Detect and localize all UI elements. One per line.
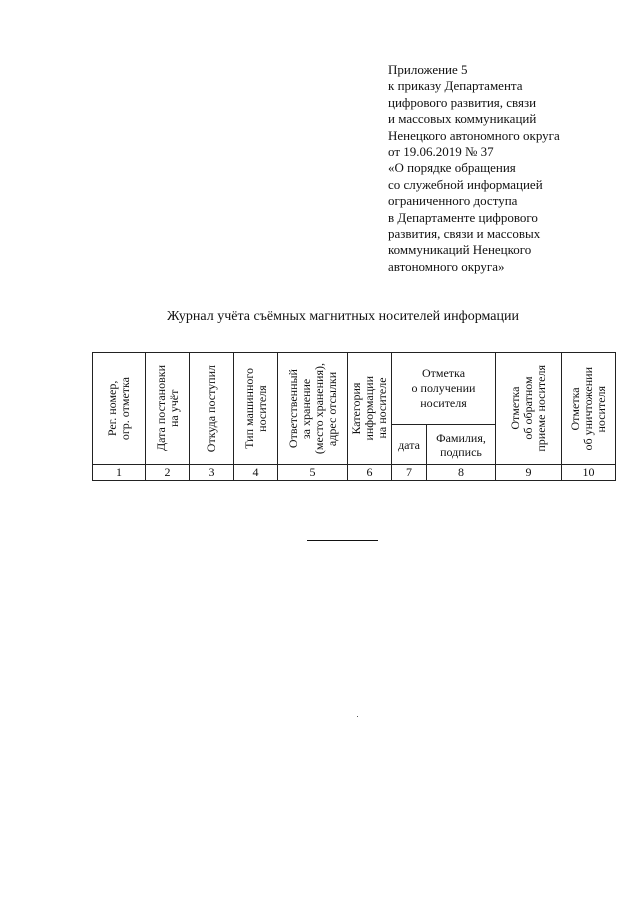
header-info-category: Категория информации на носителе <box>348 353 392 465</box>
appendix-line: автономного округа» <box>388 258 505 274</box>
appendix-line: развития, связи и массовых <box>388 226 541 242</box>
closing-rule <box>307 540 378 541</box>
appendix-line: со служебной информацией <box>388 176 543 192</box>
header-responsible: Ответственный за хранение (место хранения), адрес отсылки <box>278 353 348 465</box>
appendix-line: к приказу Департамента <box>388 78 523 94</box>
column-number: 10 <box>562 465 616 481</box>
header-name-signature: Фамилия, подпись <box>427 425 496 465</box>
column-number: 3 <box>190 465 234 481</box>
appendix-line: в Департаменте цифрового <box>388 209 538 225</box>
header-registration-date: Дата постановки на учёт <box>146 353 190 465</box>
column-number: 7 <box>392 465 427 481</box>
header-media-type: Тип машинного носителя <box>234 353 278 465</box>
column-number: 9 <box>496 465 562 481</box>
header-receipt-group: Отметка о получении носителя <box>392 353 496 425</box>
column-number: 4 <box>234 465 278 481</box>
appendix-line: цифрового развития, связи <box>388 94 537 110</box>
appendix-line: «О порядке обращения <box>388 160 516 176</box>
journal-table <box>92 352 616 481</box>
appendix-line: Ненецкого автономного округа <box>388 127 560 143</box>
scan-speck <box>357 716 358 717</box>
column-number: 6 <box>348 465 392 481</box>
header-source: Откуда поступил <box>190 353 234 465</box>
appendix-line: коммуникаций Ненецкого <box>388 242 532 258</box>
header-destruction-mark: Отметка об уничтожении носителя <box>562 353 616 465</box>
appendix-line: от 19.06.2019 № 37 <box>388 144 494 160</box>
column-number: 2 <box>146 465 190 481</box>
document-title: Журнал учёта съёмных магнитных носителей информации <box>167 309 519 324</box>
header-reg-number: Рег. номер, огр. отметка <box>93 353 146 465</box>
appendix-line: и массовых коммуникаций <box>388 111 537 127</box>
appendix-block <box>388 62 628 275</box>
column-number: 1 <box>93 465 146 481</box>
appendix-line: ограниченного доступа <box>388 193 518 209</box>
column-number: 5 <box>278 465 348 481</box>
header-date: дата <box>392 425 427 465</box>
header-return-mark: Отметка об обратном приеме носителя <box>496 353 562 465</box>
column-number: 8 <box>427 465 496 481</box>
appendix-line: Приложение 5 <box>388 62 468 77</box>
